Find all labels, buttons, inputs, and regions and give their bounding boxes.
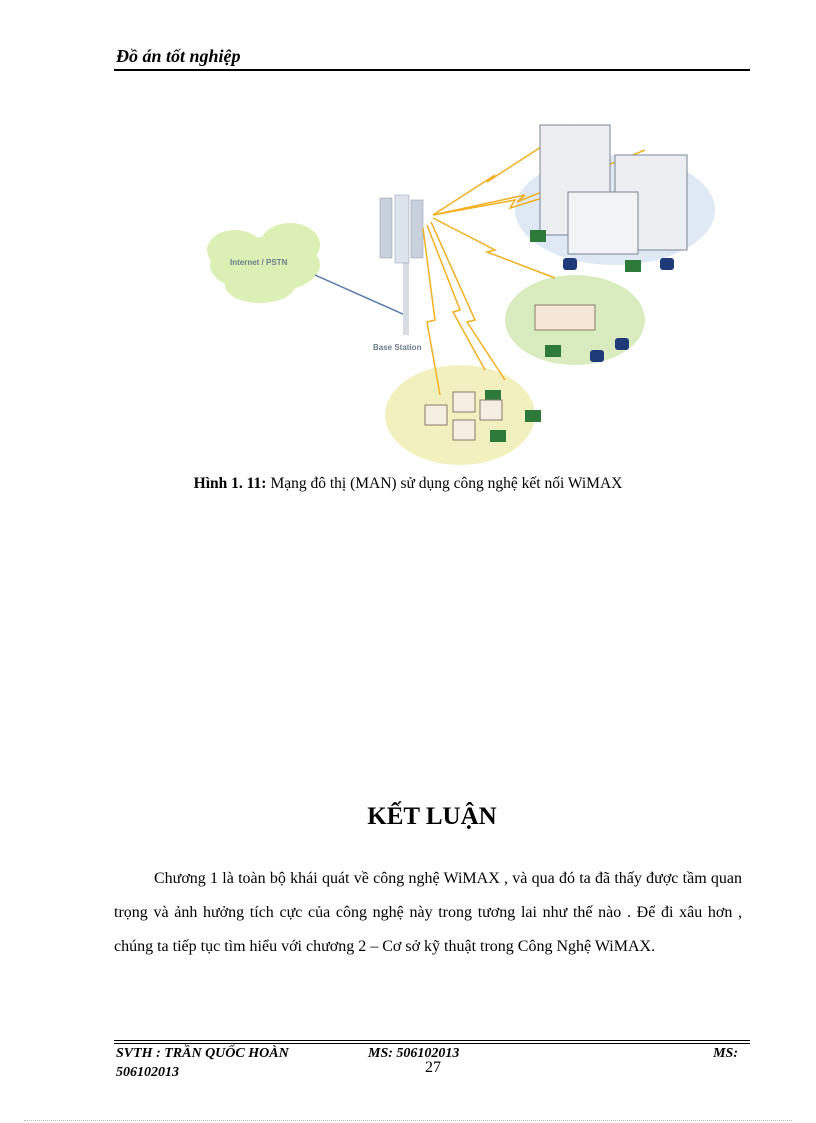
footer-rule (114, 1040, 750, 1041)
base-station-label: Base Station (373, 343, 422, 352)
footer-ms-label: MS: (713, 1046, 738, 1061)
footer-id-continued: 506102013 (116, 1065, 179, 1080)
page-edge (24, 1120, 792, 1121)
footer-rule (114, 1043, 750, 1044)
wireless-link (431, 222, 505, 380)
footer-student: SVTH : TRẦN QUỐC HOÀN (116, 1046, 289, 1061)
suburb-building (535, 305, 595, 330)
wireless-link (427, 225, 485, 370)
page-number: 27 (425, 1059, 441, 1076)
caption-text: Mạng đô thị (MAN) sử dụng công nghệ kết nối WiMAX (270, 475, 623, 492)
figure-caption (0, 475, 816, 493)
conclusion-body (114, 862, 742, 964)
footer-student-id: MS: 506102013 (368, 1046, 460, 1061)
conclusion-paragraph: Chương 1 là toàn bộ khái quát về công nghệ WiMAX , và qua đó ta đã thấy được tầm quan trọng và ảnh hưởng tích cực của công nghệ này trong tương lai như thế nào . Để đi xâu hơn , chúng ta tiếp tục tìm hiểu với chương 2 – Cơ sở kỹ thuật trong Công Nghệ WiMAX. (114, 870, 742, 955)
backhaul-line (315, 275, 405, 315)
header-title: Đồ án tốt nghiệp (116, 46, 241, 66)
cloud-label: Internet / PSTN (230, 258, 288, 267)
section-title: KẾT LUẬN (367, 803, 497, 830)
caption-label: Hình 1. 11: (193, 475, 267, 492)
wimax-man-diagram (195, 100, 735, 470)
residential-zone (385, 365, 535, 465)
header-rule (114, 69, 750, 71)
